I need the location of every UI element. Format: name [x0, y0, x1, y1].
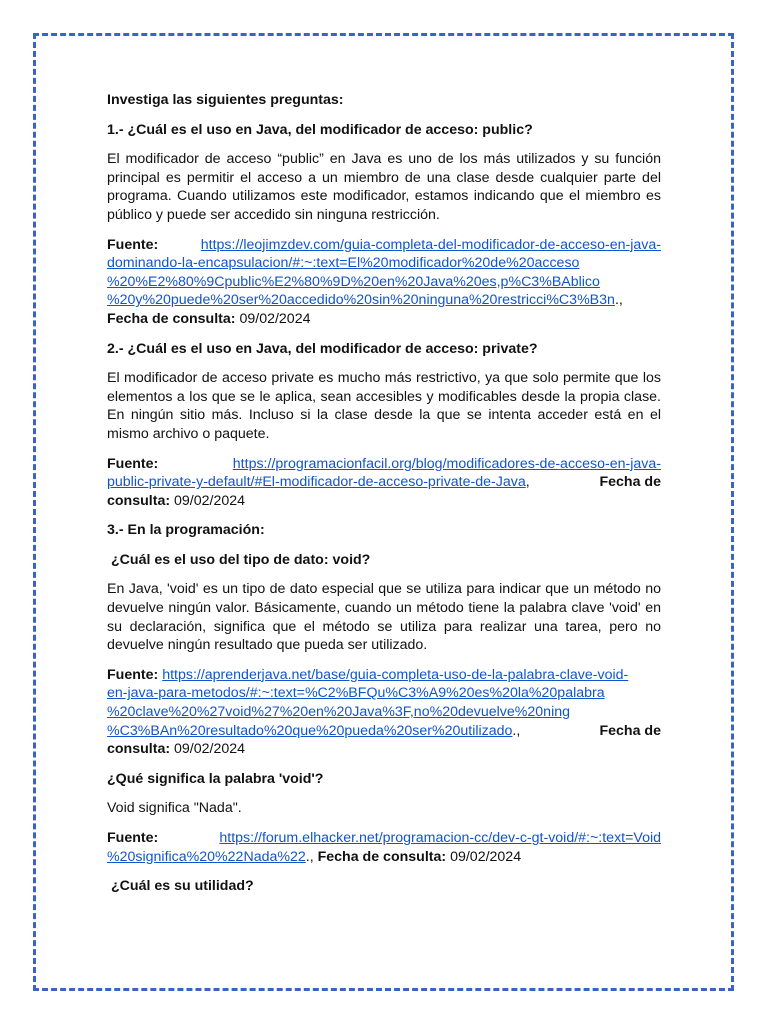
source-link[interactable]: https://programacionfacil.org/blog/modificadores-de-acceso-en-java- — [232, 455, 661, 472]
question-2-answer: El modificador de acceso private es mucho más restrictivo, ya que solo permite que los elementos a los que se le aplica, sean accesibles y modificables desde la propia clase. En ningún sitio más. Incluso si la clase desde la que se intenta acceder está en el mismo archivo o paquete. — [107, 370, 661, 442]
consult-date: 09/02/2024 — [239, 310, 311, 327]
consult-date: 09/02/2024 — [174, 492, 246, 509]
question-3-heading: 3.- En la programación: — [107, 522, 265, 539]
date-label: consulta: — [107, 492, 171, 509]
question-2-source — [107, 455, 661, 511]
punctuation: ., — [305, 848, 314, 865]
source-link[interactable]: en-java-para-metodos/#:~:text=%C2%BFQu%C3%A9%20es%20la%20palabra — [107, 685, 605, 702]
source-label: Fuente: — [107, 236, 159, 253]
document-title: Investiga las siguientes preguntas: — [107, 92, 344, 108]
question-2-heading: 2.- ¿Cuál es el uso en Java, del modificador de acceso: private? — [107, 340, 538, 357]
question-3b-source — [107, 829, 661, 866]
question-1-answer: El modificador de acceso “public” en Java es uno de los más utilizados y su función principal es permitir el acceso a un miembro de una clase desde cualquier parte del programa. Cuando utilizamos este modificador, estamos indicando que el miembro es público y puede ser accedido sin ninguna restricción. — [107, 151, 661, 223]
punctuation: ., — [614, 292, 623, 309]
question-3a-source — [107, 666, 661, 759]
source-link[interactable]: dominando-la-encapsulacion/#:~:text=El%20modificador%20de%20acceso — [107, 255, 580, 272]
source-label: Fuente: — [107, 455, 159, 472]
source-link[interactable]: %20y%20puede%20ser%20accedido%20sin%20ninguna%20restricci%C3%B3n — [107, 292, 615, 309]
question-3a-heading: ¿Cuál es el uso del tipo de dato: void? — [111, 551, 371, 568]
source-link[interactable]: https://forum.elhacker.net/programacion-cc/dev-c-gt-void/#:~:text=Void — [219, 830, 661, 846]
consult-date: 09/02/2024 — [174, 741, 246, 758]
consult-date: 09/02/2024 — [450, 848, 522, 865]
date-label: Fecha de consulta: — [107, 310, 236, 327]
question-1-heading: 1.- ¿Cuál es el uso en Java, del modificador de acceso: public? — [107, 121, 533, 138]
question-3a-answer: En Java, 'void' es un tipo de dato especial que se utiliza para indicar que un método no devuelve ningún valor. Básicamente, cuando un método tiene la palabra clave 'void' en su declaración, significa que el método se utiliza para realizar una tarea, pero no devuelve ningún resultado que pueda ser utilizado. — [107, 581, 661, 654]
source-label: Fuente: — [107, 666, 159, 683]
punctuation: ., — [512, 722, 521, 739]
question-3b-heading: ¿Qué significa la palabra 'void'? — [107, 770, 324, 787]
question-3c-heading: ¿Cuál es su utilidad? — [111, 878, 254, 895]
date-label: consulta: — [107, 741, 171, 758]
date-label: Fecha de — [599, 722, 661, 739]
question-1-source — [107, 236, 661, 329]
date-label: Fecha de consulta: — [317, 848, 447, 865]
source-label: Fuente: — [107, 830, 159, 846]
document-content — [107, 91, 661, 907]
source-link[interactable]: %20%E2%80%9Cpublic%E2%80%9D%20en%20Java%20es,p%C3%BAblico — [107, 273, 600, 290]
punctuation: , — [525, 474, 530, 491]
source-link[interactable]: public-private-y-default/#El-modificador-de-acceso-private-de-Java — [107, 474, 526, 491]
source-link[interactable]: https://aprenderjava.net/base/guia-completa-uso-de-la-palabra-clave-void- — [162, 666, 629, 683]
source-link[interactable]: https://leojimzdev.com/guia-completa-del-modificador-de-acceso-en-java- — [200, 236, 661, 253]
source-link[interactable]: %C3%BAn%20resultado%20que%20pueda%20ser%20utilizado — [107, 722, 513, 739]
source-link[interactable]: %20significa%20%22Nada%22 — [107, 848, 306, 865]
source-link[interactable]: %20clave%20%27void%27%20en%20Java%3F,no%20devuelve%20ning — [107, 704, 570, 721]
question-3b-answer: Void significa "Nada". — [107, 800, 242, 817]
date-label: Fecha de — [599, 474, 661, 491]
